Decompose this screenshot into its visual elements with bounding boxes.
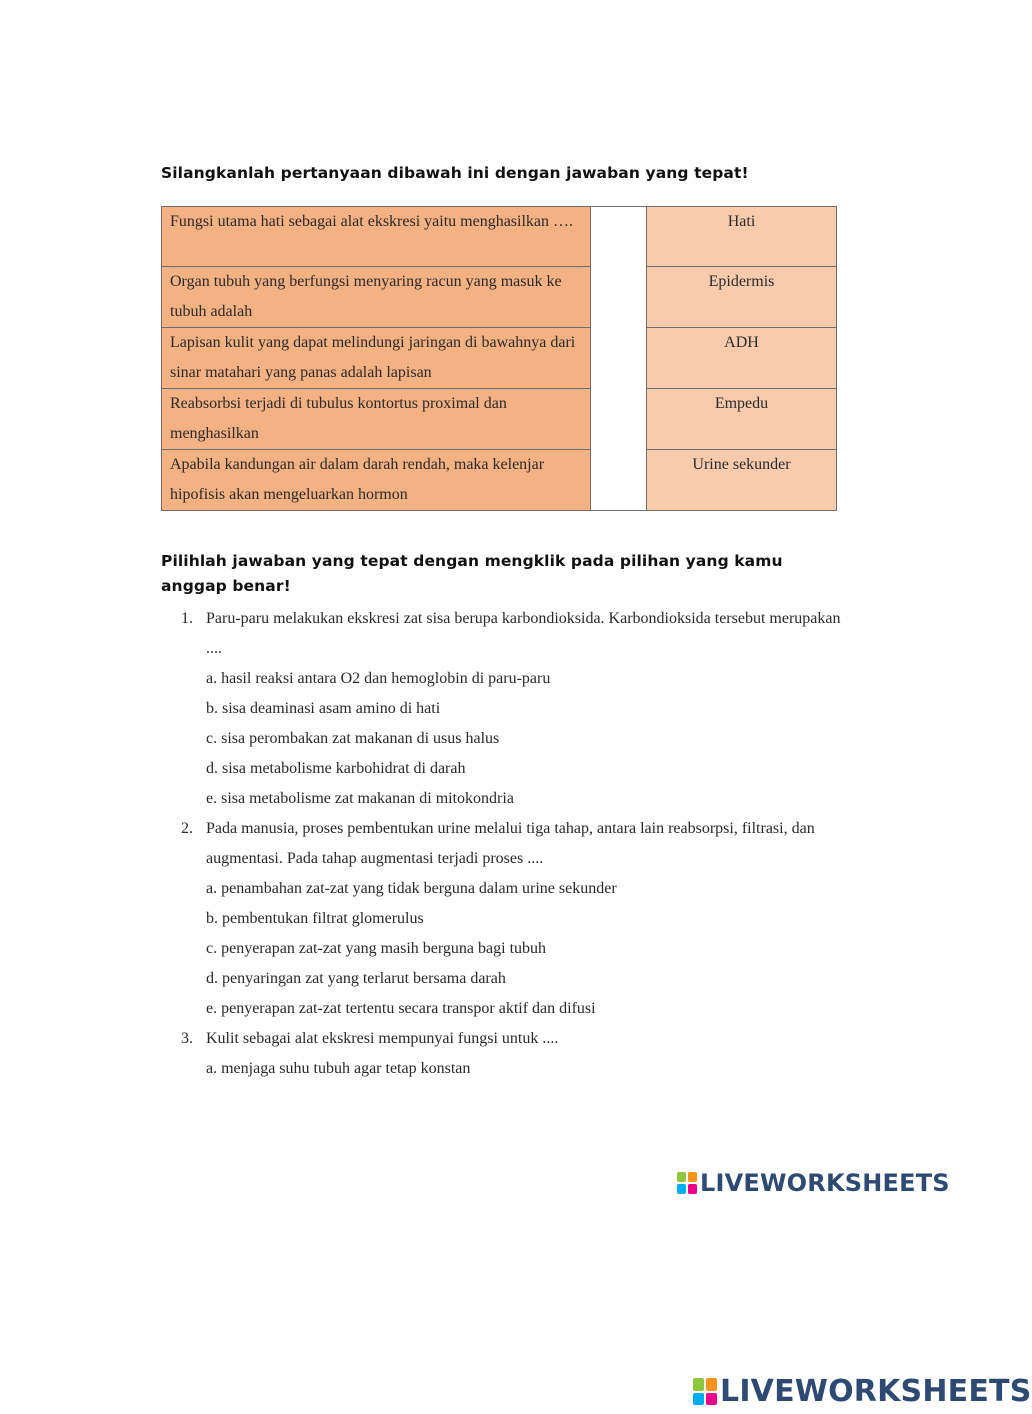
question-text: Paru-paru melakukan ekskresi zat sisa berupa karbondioksida. Karbondioksida tersebut merupakan .... <box>206 610 841 657</box>
logo-tile <box>693 1378 704 1391</box>
table-row <box>162 267 837 328</box>
question-number: 3. <box>181 1030 193 1047</box>
question-number: 1. <box>181 610 193 627</box>
table-row <box>162 207 837 267</box>
gap-cell <box>591 328 647 389</box>
answer-cell[interactable]: Epidermis <box>647 267 837 328</box>
answer-cell[interactable]: Empedu <box>647 389 837 450</box>
answer-option[interactable]: e. penyerapan zat-zat tertentu secara transpor aktif dan difusi <box>206 1000 596 1017</box>
quiz-question <box>181 604 851 814</box>
gap-cell <box>591 450 647 511</box>
liveworksheets-grid-icon <box>677 1172 697 1194</box>
answer-option[interactable]: b. sisa deaminasi asam amino di hati <box>206 700 441 717</box>
section1-heading: Silangkanlah pertanyaan dibawah ini dengan jawaban yang tepat! <box>161 164 749 182</box>
logo-tile <box>677 1172 686 1182</box>
question-text: Kulit sebagai alat ekskresi mempunyai fungsi untuk .... <box>206 1030 559 1047</box>
section2-heading: Pilihlah jawaban yang tepat dengan mengklik pada pilihan yang kamu anggap benar! <box>161 552 783 595</box>
answer-option[interactable]: a. hasil reaksi antara O2 dan hemoglobin di paru-paru <box>206 670 551 687</box>
logo-tile <box>706 1393 717 1406</box>
answer-option[interactable]: d. penyaringan zat yang terlarut bersama darah <box>206 970 506 987</box>
answer-option[interactable]: c. sisa perombakan zat makanan di usus halus <box>206 730 500 747</box>
liveworksheets-footer-logo <box>693 1374 1032 1409</box>
answer-option[interactable]: c. penyerapan zat-zat yang masih berguna bagi tubuh <box>206 940 547 957</box>
answer-option[interactable]: a. menjaga suhu tubuh agar tetap konstan <box>206 1060 471 1077</box>
answer-cell[interactable]: Urine sekunder <box>647 450 837 511</box>
logo-text: LIVEWORKSHEETS <box>720 1374 1032 1409</box>
answer-option[interactable]: a. penambahan zat-zat yang tidak berguna dalam urine sekunder <box>206 880 617 897</box>
table-row <box>162 389 837 450</box>
liveworksheets-logo <box>677 1169 950 1197</box>
matching-table <box>161 206 837 511</box>
table-row <box>162 450 837 511</box>
logo-tile <box>688 1172 697 1182</box>
gap-cell <box>591 207 647 267</box>
question-cell[interactable]: Fungsi utama hati sebagai alat ekskresi yaitu menghasilkan …. <box>162 207 591 267</box>
answer-option[interactable]: e. sisa metabolisme zat makanan di mitokondria <box>206 790 514 807</box>
question-cell[interactable]: Lapisan kulit yang dapat melindungi jaringan di bawahnya dari sinar matahari yang panas adalah lapisan <box>162 328 591 389</box>
question-body <box>206 1024 851 1084</box>
logo-tile <box>688 1184 697 1194</box>
logo-tile <box>693 1393 704 1406</box>
logo-text: LIVEWORKSHEETS <box>700 1169 950 1197</box>
table-row <box>162 328 837 389</box>
answer-option[interactable]: d. sisa metabolisme karbohidrat di darah <box>206 760 466 777</box>
answer-cell[interactable]: ADH <box>647 328 837 389</box>
question-cell[interactable]: Reabsorbsi terjadi di tubulus kontortus proximal dan menghasilkan <box>162 389 591 450</box>
quiz-question <box>181 1024 851 1084</box>
question-text: Pada manusia, proses pembentukan urine melalui tiga tahap, antara lain reabsorpsi, filtrasi, dan augmentasi. Pada tahap augmentasi terjadi proses .... <box>206 820 815 867</box>
answer-option[interactable]: b. pembentukan filtrat glomerulus <box>206 910 424 927</box>
gap-cell <box>591 267 647 328</box>
question-cell[interactable]: Apabila kandungan air dalam darah rendah, maka kelenjar hipofisis akan mengeluarkan hormon <box>162 450 591 511</box>
question-number: 2. <box>181 820 193 837</box>
logo-tile <box>677 1184 686 1194</box>
question-body <box>206 814 851 1024</box>
liveworksheets-grid-icon <box>693 1378 717 1405</box>
logo-tile <box>706 1378 717 1391</box>
question-body <box>206 604 851 814</box>
answer-cell[interactable]: Hati <box>647 207 837 267</box>
quiz-question <box>181 814 851 1024</box>
quiz-list <box>181 604 851 1084</box>
gap-cell <box>591 389 647 450</box>
question-cell[interactable]: Organ tubuh yang berfungsi menyaring racun yang masuk ke tubuh adalah <box>162 267 591 328</box>
